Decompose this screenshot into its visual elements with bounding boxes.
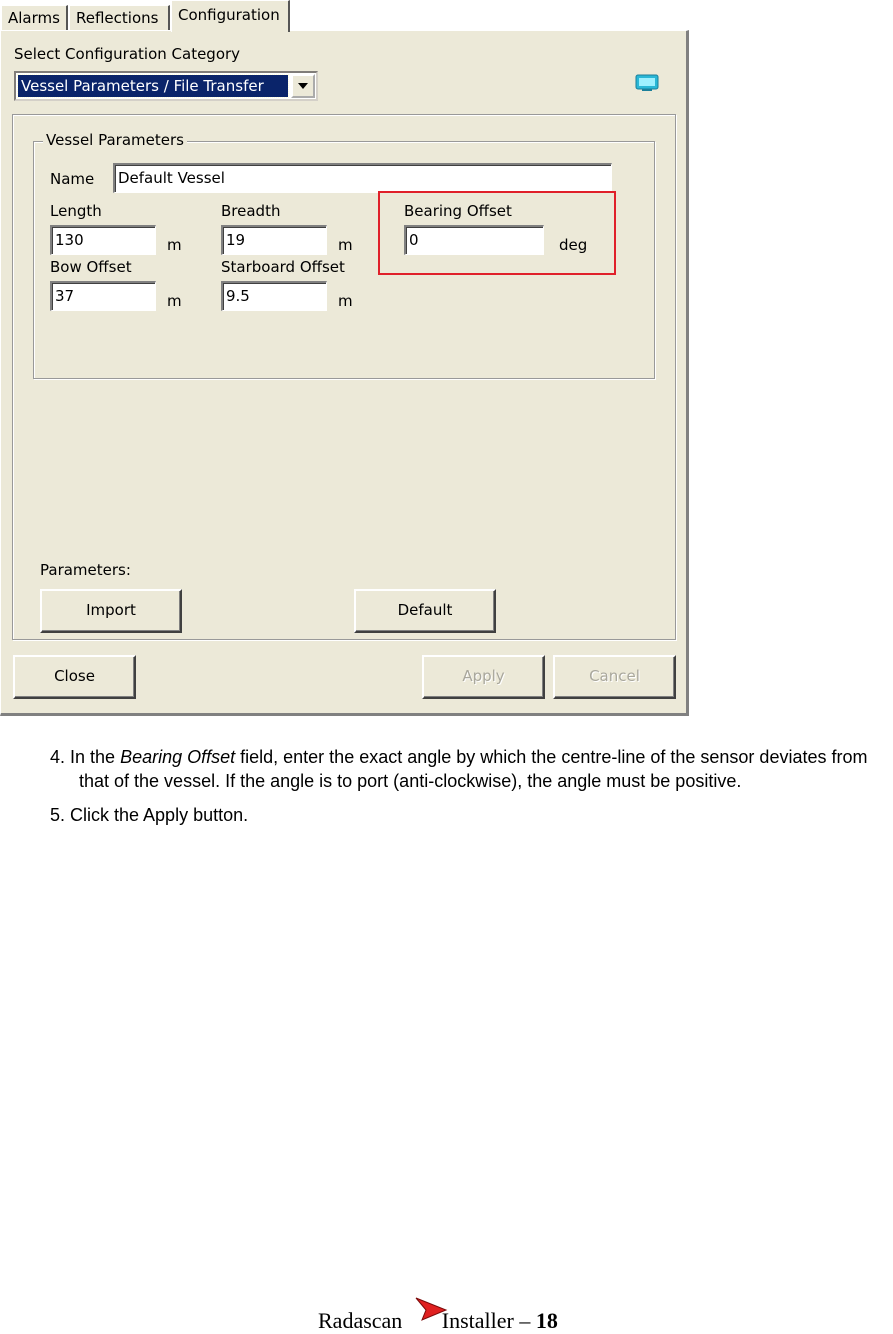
close-button[interactable]: Close — [13, 655, 136, 699]
step-4-field-name: Bearing Offset — [120, 747, 236, 767]
category-label: Select Configuration Category — [14, 45, 241, 63]
bow-offset-field[interactable]: 37 — [50, 281, 156, 311]
footer-section: Installer – — [441, 1308, 536, 1333]
length-field[interactable]: 130 — [50, 225, 156, 255]
step-4 — [50, 745, 893, 793]
bow-offset-label: Bow Offset — [50, 258, 132, 276]
name-label: Name — [50, 170, 95, 188]
bearing-offset-label: Bearing Offset — [404, 202, 512, 220]
length-unit: m — [167, 236, 182, 254]
category-select[interactable] — [14, 71, 318, 101]
monitor-icon[interactable] — [635, 74, 659, 92]
starboard-offset-field[interactable]: 9.5 — [221, 281, 327, 311]
cancel-button[interactable]: Cancel — [553, 655, 676, 699]
length-label: Length — [50, 202, 102, 220]
breadth-unit: m — [338, 236, 353, 254]
tab-alarms[interactable] — [1, 5, 68, 31]
tab-configuration[interactable] — [171, 0, 290, 32]
default-button[interactable]: Default — [354, 589, 496, 633]
step-5 — [50, 803, 893, 827]
configuration-dialog — [0, 0, 689, 716]
bow-offset-unit: m — [167, 292, 182, 310]
tab-alarms-label: Alarms — [8, 9, 60, 27]
category-selected-value: Vessel Parameters / File Transfer — [18, 75, 288, 97]
breadth-field[interactable]: 19 — [221, 225, 327, 255]
starboard-offset-label: Starboard Offset — [221, 258, 345, 276]
starboard-offset-unit: m — [338, 292, 353, 310]
bearing-offset-unit: deg — [559, 236, 588, 254]
parameters-label: Parameters: — [40, 561, 131, 579]
tab-strip — [0, 0, 689, 31]
step-4-text: field, enter the exact angle by which the centre-line of the sensor deviates from that of the vessel. If the angle is to port (anti-clockwise), the angle must be positive. — [79, 747, 868, 791]
step-4-prefix: 4. In the — [50, 747, 121, 767]
name-field[interactable]: Default Vessel — [113, 163, 612, 193]
tab-configuration-label: Configuration — [178, 6, 280, 24]
instruction-steps — [50, 745, 893, 837]
apply-button[interactable]: Apply — [422, 655, 545, 699]
page-footer — [318, 1308, 558, 1334]
step-5-text: 5. Click the Apply button. — [50, 805, 249, 825]
tab-reflections[interactable] — [69, 5, 170, 31]
import-button[interactable]: Import — [40, 589, 182, 633]
category-dropdown-button[interactable] — [291, 74, 315, 98]
bearing-offset-field[interactable]: 0 — [404, 225, 544, 255]
tab-reflections-label: Reflections — [76, 9, 159, 27]
footer-page-number: 18 — [535, 1308, 558, 1333]
chevron-down-icon — [298, 83, 308, 89]
breadth-label: Breadth — [221, 202, 281, 220]
footer-brand: Radascan — [318, 1308, 403, 1333]
radascan-arrow-logo-icon — [414, 1296, 448, 1322]
vessel-parameters-title: Vessel Parameters — [43, 131, 187, 149]
bearing-offset-highlight — [378, 191, 616, 275]
